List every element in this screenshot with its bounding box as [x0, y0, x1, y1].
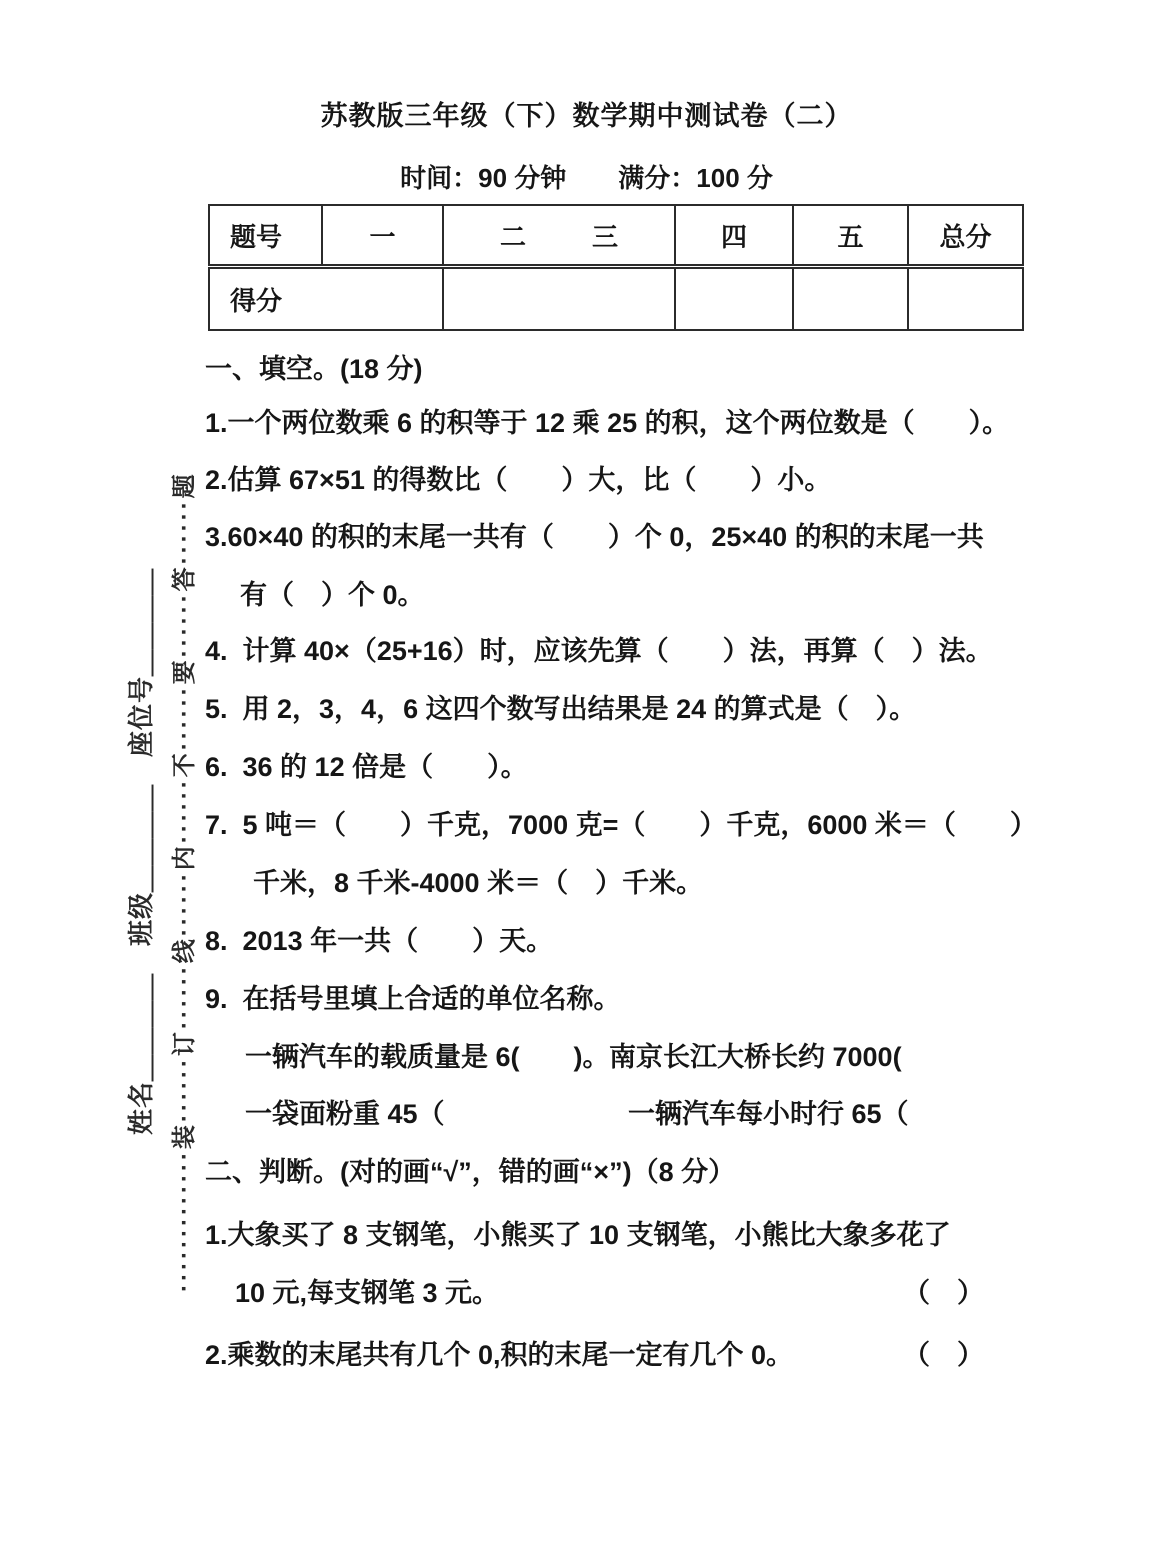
s1-q9-intro: 9. 在括号里填上合适的单位名称。 [205, 984, 621, 1014]
s2-q2-text: 2.乘数的末尾共有几个 0,积的末尾一定有几个 0。 [205, 1340, 794, 1370]
page-title: 苏教版三年级（下）数学期中测试卷（二） [320, 101, 853, 131]
s2-q2-answer-parens: （ ） [903, 1340, 984, 1370]
s2-q1-text: 10 元,每支钢笔 3 元。 [235, 1278, 500, 1308]
s1-q1: 1.一个两位数乘 6 的积等于 12 乘 25 的积，这个两位数是（ ）。 [205, 408, 1010, 438]
s1-q7-line1: 7. 5 吨＝（ ）千克，7000 克=（ ）千克，6000 米＝（ ） [205, 810, 1037, 840]
s1-q9-unit2-right: 一辆汽车每小时行 65（ [628, 1099, 909, 1129]
time-score-meta: 时间：90 分钟 满分：100 分 [400, 163, 773, 193]
s1-q4: 4. 计算 40×（25+16）时，应该先算（ ）法，再算（ ）法。 [205, 636, 993, 666]
section1-heading: 一、填空。(18 分) [205, 354, 423, 384]
score-table [208, 204, 1024, 331]
s1-q9-unit2-left: 一袋面粉重 45（ [245, 1099, 445, 1129]
score-cell-five [793, 267, 908, 331]
score-table-score-row [209, 267, 1023, 331]
s1-q5: 5. 用 2，3，4，6 这四个数写出结果是 24 的算式是（ ）。 [205, 694, 917, 724]
s2-q1-line1: 1.大象买了 8 支钢笔，小熊买了 10 支钢笔，小熊比大象多花了 [205, 1220, 951, 1250]
s1-q7-line2: 千米，8 千米-4000 米＝（ ）千米。 [253, 868, 704, 898]
s1-q9-unit1-left: 一辆汽车的载质量是 6( )。 [245, 1042, 610, 1072]
score-table-header-row [209, 205, 1023, 267]
col-five: 五 [793, 205, 908, 267]
col-one: 一 [322, 205, 443, 267]
score-cell-total [908, 267, 1023, 331]
s1-q8: 8. 2013 年一共（ ）天。 [205, 926, 554, 956]
binding-line-text: ·············装······订······线······内······不······要······答······题 [171, 471, 198, 1292]
col-total: 总分 [908, 205, 1023, 267]
col-two-three [443, 205, 675, 267]
s1-q6: 6. 36 的 12 倍是（ ）。 [205, 752, 528, 782]
col-two: 二 [499, 221, 526, 252]
s2-q1-answer-parens: （ ） [903, 1278, 984, 1308]
s1-q9-unit1-right: 南京长江大桥长约 7000( [609, 1042, 902, 1072]
score-label: 得分 [209, 267, 443, 331]
s1-q2: 2.估算 67×51 的得数比（ ）大，比（ ）小。 [205, 465, 832, 495]
col-three: 三 [592, 221, 619, 252]
s2-q2-line [205, 1338, 984, 1474]
section2-heading: 二、判断。(对的画“√”，错的画“×”)（8 分） [205, 1157, 736, 1187]
student-info-labels: 姓名＿＿＿＿ 班级＿＿＿＿ 座位号＿＿＿＿ [126, 567, 156, 1135]
score-cell-two-three [443, 267, 675, 331]
s1-q3-line1: 3.60×40 的积的末尾一共有（ ）个 0，25×40 的积的末尾一共 [205, 522, 984, 552]
question-number-label: 题号 [209, 205, 322, 267]
s1-q3-line2: 有（ ）个 0。 [240, 580, 425, 610]
col-four: 四 [675, 205, 793, 267]
score-cell-four [675, 267, 793, 331]
